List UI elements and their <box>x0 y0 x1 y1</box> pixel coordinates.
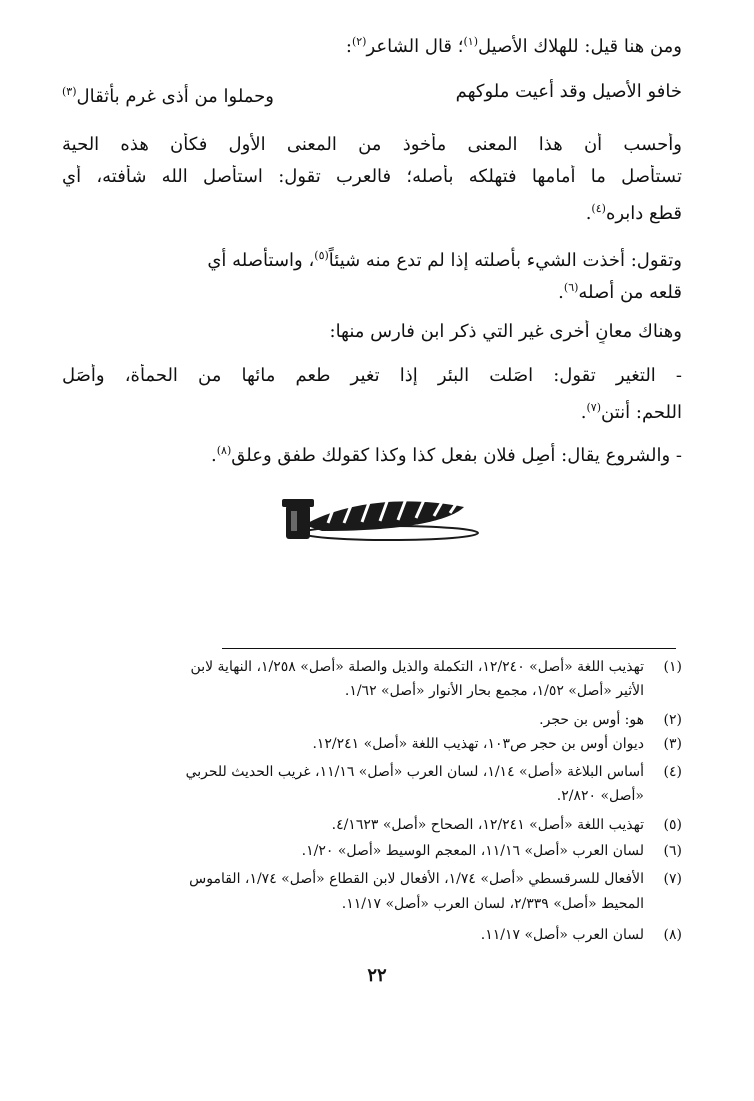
body-line-6 <box>62 244 682 273</box>
footnote-separator <box>222 648 676 649</box>
footnote-ref-5[interactable]: (٥) <box>314 249 329 262</box>
body-line-1 <box>62 30 682 59</box>
body-line-10 <box>62 396 682 425</box>
body-text: . <box>585 203 592 224</box>
footnote-4-continued: «أصل» ٢/٨٢٠. <box>556 788 644 804</box>
footnote-1-continued: الأثير «أصل» ١/٥٢، مجمع بحار الأنوار «أصل» ١/٦٢. <box>344 683 644 699</box>
footnote-number: (٨) <box>663 927 682 943</box>
footnote-ref-4[interactable]: (٤) <box>591 202 606 215</box>
footnote-text: تهذيب اللغة «أصل» ١٢/٢٤١، الصحاح «أصل» ٤/١٦٢٣. <box>331 817 644 833</box>
footnote-text: لسان العرب «أصل» ١١/١٧. <box>480 927 644 943</box>
body-line-5 <box>62 197 682 226</box>
footnote-ref-7[interactable]: (٧) <box>586 401 602 414</box>
footnote-number: (٤) <box>663 764 682 780</box>
poetry-verse <box>62 80 682 108</box>
footnote-4 <box>62 762 682 782</box>
body-line-7 <box>62 276 682 305</box>
body-text: . <box>580 402 587 423</box>
footnote-number: (٢) <box>663 712 682 728</box>
footnote-ref-2[interactable]: (٢) <box>351 35 367 48</box>
body-line-4: تستأصل ما أمامها فتهلكه بأصله؛ فالعرب تقول: استأصل الله شأفته، أي <box>62 166 682 187</box>
footnote-text: ديوان أوس بن حجر ص١٠٣، تهذيب اللغة «أصل» ١٢/٢٤١. <box>312 736 644 752</box>
body-text: قلعه من أصله <box>578 282 682 303</box>
body-text: : <box>345 36 352 57</box>
footnote-7 <box>62 869 682 889</box>
footnote-text: هو: أوس بن حجر. <box>539 712 644 728</box>
footnote-ref-6[interactable]: (٦) <box>563 281 579 294</box>
quill-inkwell-ornament-icon <box>282 489 482 549</box>
body-text: اللحم: أنتن <box>601 402 682 423</box>
footnote-6 <box>62 841 682 861</box>
footnote-5 <box>62 815 682 835</box>
footnote-text: أساس البلاغة «أصل» ١/١٤، لسان العرب «أصل» ١١/١٦، غريب الحديث للحربي <box>185 764 644 780</box>
body-text: وحملوا من أذى غرم بأثقال <box>76 86 274 107</box>
footnote-ref-8[interactable]: (٨) <box>216 444 232 457</box>
body-text: . <box>210 445 217 466</box>
body-text: ؛ قال الشاعر <box>366 36 464 57</box>
body-line-8: وهناك معانٍ أخرى غير التي ذكر ابن فارس منها: <box>329 321 682 342</box>
page-number: ٢٢ <box>367 965 387 986</box>
footnote-text: لسان العرب «أصل» ١١/١٦، المعجم الوسيط «أصل» ١/٢٠. <box>301 843 644 859</box>
body-text: وتقول: أخذت الشيء بأصلته إذا لم تدع منه شيئاً <box>328 250 682 271</box>
body-line-9: - التغير تقول: اصَلت البئر إذا تغير طعم مائها من الحمأة، وأصَل <box>62 365 682 386</box>
footnote-3 <box>62 734 682 754</box>
footnote-number: (٣) <box>663 736 682 752</box>
footnote-number: (١) <box>663 659 682 675</box>
footnote-number: (٧) <box>663 871 682 887</box>
verse-second-hemistich <box>62 80 274 109</box>
body-line-11 <box>62 439 682 468</box>
footnote-2 <box>62 710 682 730</box>
body-text: - والشروع يقال: أصِل فلان بفعل كذا وكذا كقولك طفق وعلق <box>231 445 682 466</box>
footnote-7-continued: المحيط «أصل» ٢/٣٣٩، لسان العرب «أصل» ١١/١٧. <box>341 896 644 912</box>
footnote-number: (٦) <box>663 843 682 859</box>
body-text: . <box>558 282 564 303</box>
body-line-3: وأحسب أن هذا المعنى مأخوذ من المعنى الأول فكأن هذه الحية <box>62 134 682 155</box>
body-text: قطع دابره <box>605 203 682 224</box>
footnote-8 <box>62 925 682 945</box>
footnote-1 <box>62 657 682 677</box>
footnote-text: الأفعال للسرقسطي «أصل» ١/٧٤، الأفعال لابن القطاع «أصل» ١/٧٤، القاموس <box>189 871 644 887</box>
body-text: ومن هنا قيل: للهلاك الأصيل <box>478 36 682 57</box>
footnote-text: تهذيب اللغة «أصل» ١٢/٢٤٠، التكملة والذيل والصلة «أصل» ١/٢٥٨، النهاية لابن <box>190 659 644 675</box>
footnote-number: (٥) <box>663 817 682 833</box>
footnote-ref-3[interactable]: (٣) <box>62 85 77 98</box>
footnote-ref-1[interactable]: (١) <box>463 35 478 48</box>
body-text: ، واستأصله أي <box>207 250 315 271</box>
verse-first-hemistich: خافو الأصيل وقد أعيت ملوكهم <box>455 81 682 102</box>
